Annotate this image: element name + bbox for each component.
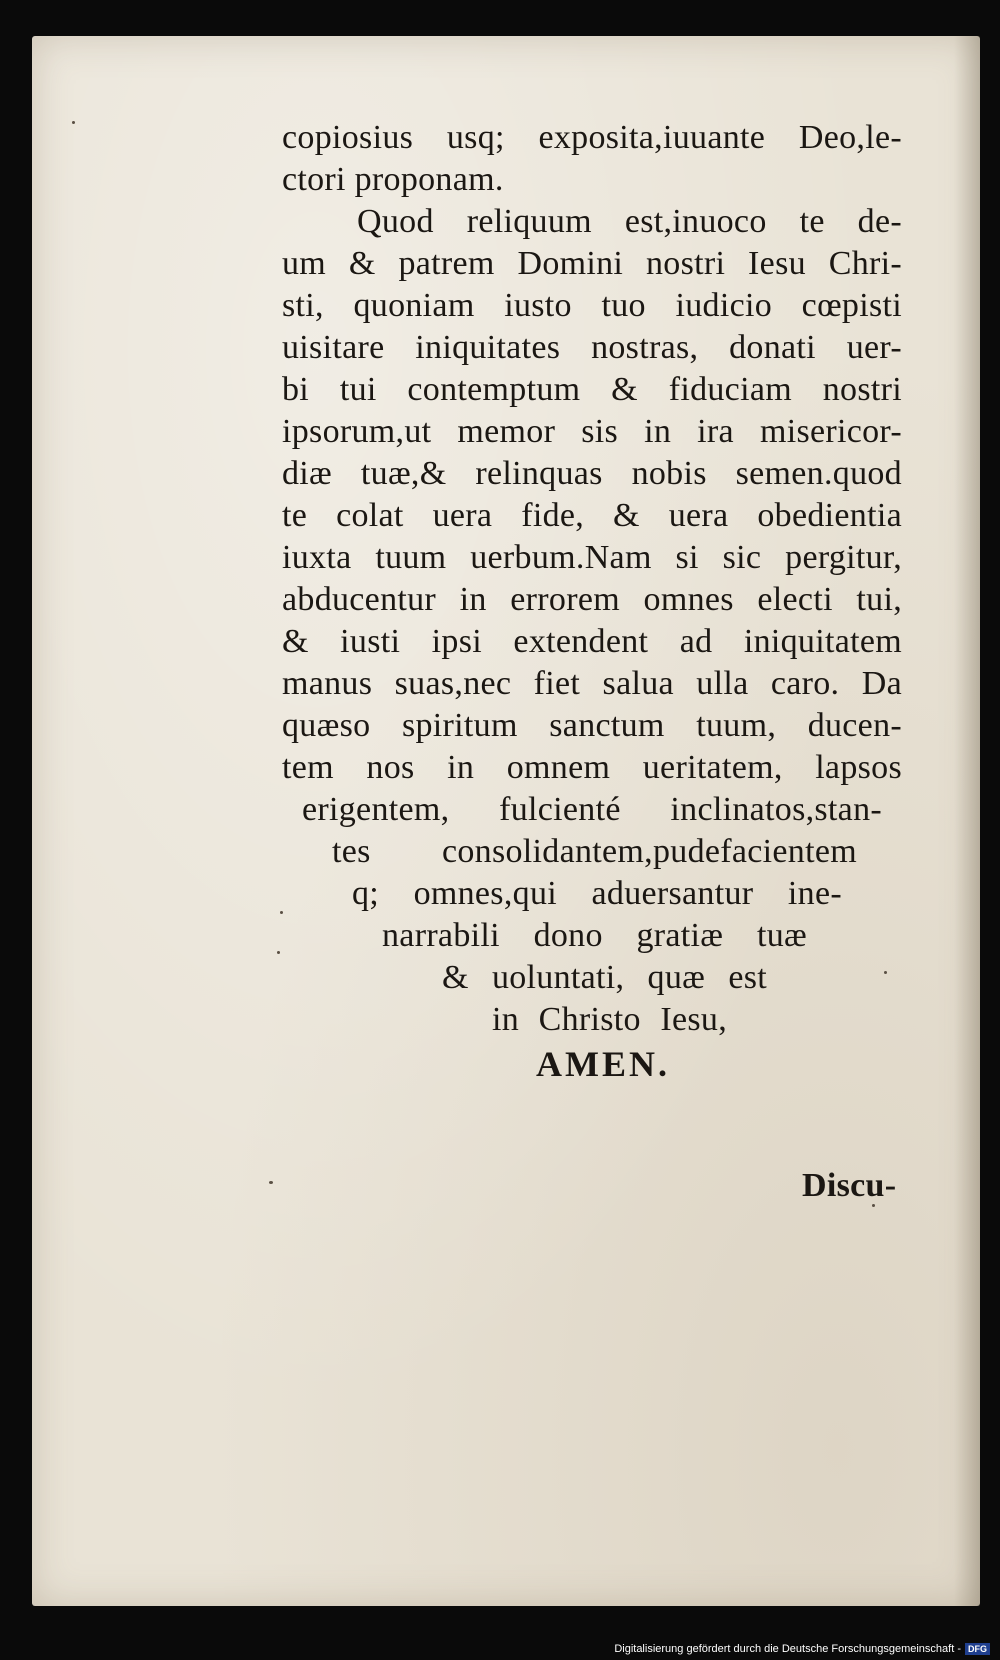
text-line: tem nos in omnem ueritatem, lapsos	[282, 749, 902, 786]
text-line: q; omnes,qui aduersantur ine-	[352, 875, 842, 912]
text-line: manus suas,nec fiet salua ulla caro. Da	[282, 665, 902, 702]
book-page	[32, 36, 980, 1606]
text-line: sti, quoniam iusto tuo iudicio cœpisti	[282, 287, 902, 324]
text-line: & uoluntati, quæ est	[442, 959, 767, 996]
text-line: erigentem, fulcienté inclinatos,stan-	[302, 791, 882, 828]
credit-text: Digitalisierung gefördert durch die Deutsche Forschungsgemeinschaft -	[614, 1643, 961, 1655]
closing-amen: AMEN.	[536, 1044, 670, 1084]
paper-speck	[884, 971, 887, 974]
paper-speck	[72, 121, 75, 124]
text-line: uisitare iniquitates nostras, donati uer-	[282, 329, 902, 366]
text-line: diæ tuæ,& relinquas nobis semen.quod	[282, 455, 902, 492]
text-line: bi tui contemptum & fiduciam nostri	[282, 371, 902, 408]
paper-speck	[277, 951, 280, 954]
text-line: te colat uera fide, & uera obedientia	[282, 497, 902, 534]
text-line: iuxta tuum uerbum.Nam si sic pergitur,	[282, 539, 902, 576]
text-line: copiosius usq; exposita,iuuante Deo,le-	[282, 119, 902, 156]
text-line: tes consolidantem,pudefacientem	[332, 833, 857, 870]
digitization-credit	[614, 1642, 990, 1656]
paper-speck	[269, 1181, 273, 1184]
text-line: in Christo Iesu,	[492, 1001, 727, 1038]
text-line: quæso spiritum sanctum tuum, ducen-	[282, 707, 902, 744]
catchword: Discu-	[802, 1167, 897, 1204]
paper-speck	[872, 1204, 875, 1207]
dfg-logo: DFG	[965, 1643, 990, 1655]
text-block	[32, 36, 980, 1606]
text-line: abducentur in errorem omnes electi tui,	[282, 581, 902, 618]
text-line: Quod reliquum est,inuoco te de-	[357, 203, 902, 240]
text-line: & iusti ipsi extendent ad iniquitatem	[282, 623, 902, 660]
text-line: ipsorum,ut memor sis in ira misericor-	[282, 413, 902, 450]
text-line: ctori proponam.	[282, 161, 504, 198]
paper-speck	[280, 911, 283, 914]
text-line: narrabili dono gratiæ tuæ	[382, 917, 807, 954]
text-line: um & patrem Domini nostri Iesu Chri-	[282, 245, 902, 282]
